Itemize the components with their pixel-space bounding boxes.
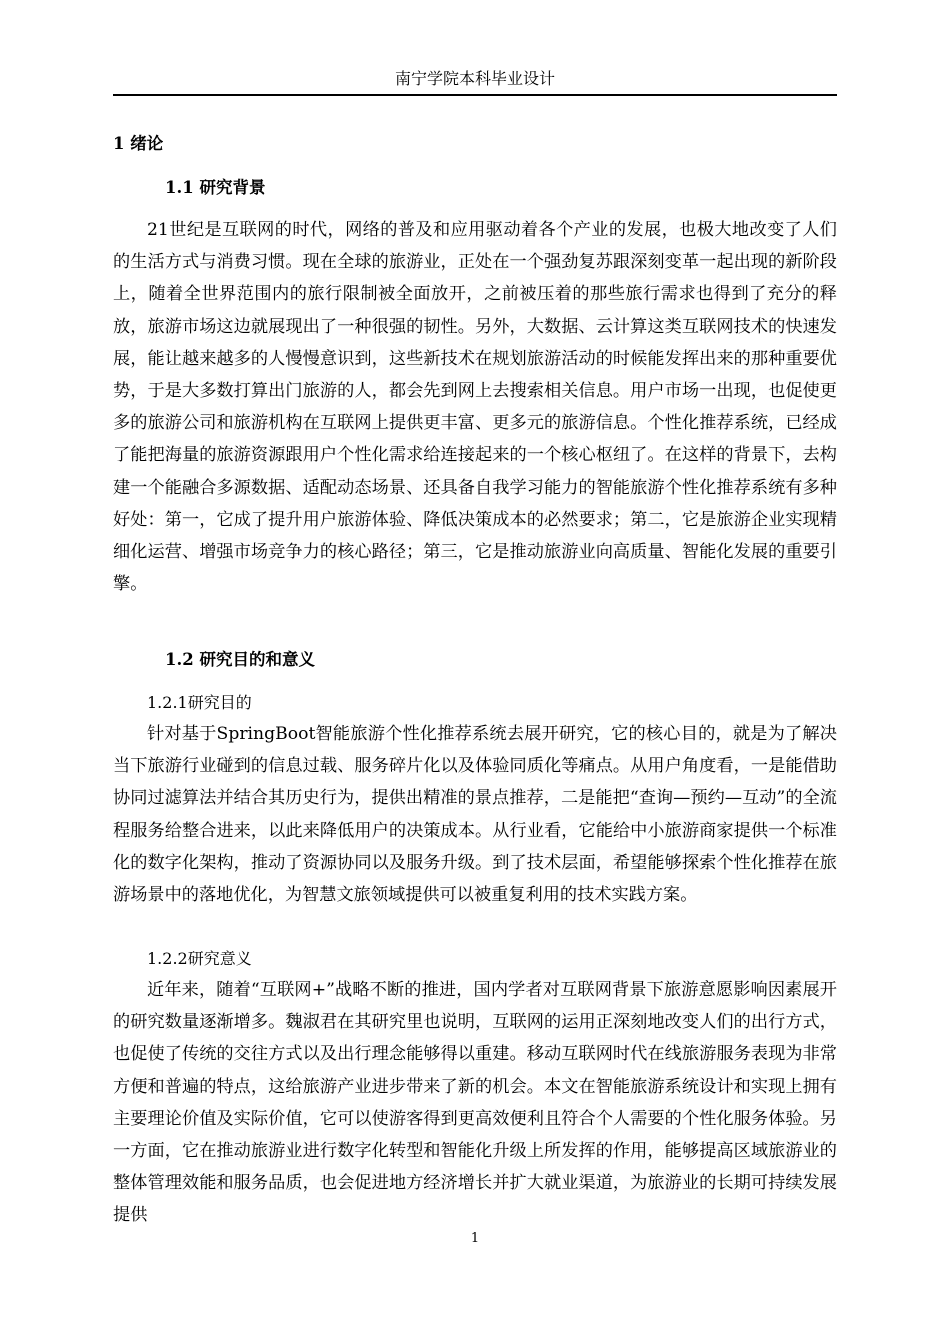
subsection-heading-research-significance: 1.2.2研究意义 [147, 949, 252, 968]
paragraph-research-background: 21世纪是互联网的时代，网络的普及和应用驱动着各个产业的发展，也极大地改变了人们的生活方式与消费习惯。现在全球的旅游业，正处在一个强劲复苏跟深刻变革一起出现的新阶段上，随着全世界范围内的旅行限制被全面放开，之前被压着的那些旅行需求也得到了充分的释放，旅游市场这边就展现出了一种很强的韧性。另外，大数据、云计算这类互联网技术的快速发展，能让越来越多的人慢慢意识到，这些新技术在规划旅游活动的时候能发挥出来的那种重要优势，于是大多数打算出门旅游的人，都会先到网上去搜索相关信息。用户市场一出现，也促使更多的旅游公司和旅游机构在互联网上提供更丰富、更多元的旅游信息。个性化推荐系统，已经成了能把海量的旅游资源跟用户个性化需求给连接起来的一个核心枢纽了。在这样的背景下，去构建一个能融合多源数据、适配动态场景、还具备自我学习能力的智能旅游个性化推荐系统有多种好处：第一，它成了提升用户旅游体验、降低决策成本的必然要求；第二，它是旅游企业实现精细化运营、增强市场竞争力的核心路径；第三，它是推动旅游业向高质量、智能化发展的重要引擎。 [113, 220, 837, 595]
subsection-heading-research-purpose: 1.2.1研究目的 [147, 693, 252, 712]
section-heading-purpose-significance: 1.2 研究目的和意义 [165, 650, 315, 669]
section-heading-research-background: 1.1 研究背景 [165, 178, 266, 197]
paragraph-research-significance: 近年来，随着“互联网+”战略不断的推进，国内学者对互联网背景下旅游意愿影响因素展开的研究数量逐渐增多。魏淑君在其研究里也说明，互联网的运用正深刻地改变人们的出行方式，也促使了传统的交往方式以及出行理念能够得以重建。移动互联网时代在线旅游服务表现为非常方便和普遍的特点，这给旅游产业进步带来了新的机会。本文在智能旅游系统设计和实现上拥有主要理论价值及实际价值，它可以使游客得到更高效便利且符合个人需要的个性化服务体验。另一方面，它在推动旅游业进行数字化转型和智能化升级上所发挥的作用，能够提高区域旅游业的整体管理效能和服务品质，也会促进地方经济增长并扩大就业渠道，为旅游业的长期可持续发展提供 [113, 980, 837, 1226]
page-number: 1 [470, 1231, 480, 1246]
page-header: 南宁学院本科毕业设计 [113, 68, 837, 96]
paragraph-research-purpose: 针对基于SpringBoot智能旅游个性化推荐系统去展开研究，它的核心目的，就是为了解决当下旅游行业碰到的信息过载、服务碎片化以及体验同质化等痛点。从用户角度看，一是能借助协同过滤算法并结合其历史行为，提供出精准的景点推荐，二是能把“查询—预约—互动”的全流程服务给整合进来，以此来降低用户的决策成本。从行业看，它能给中小旅游商家提供一个标准化的数字化架构，推动了资源协同以及服务升级。到了技术层面，希望能够探索个性化推荐在旅游场景中的落地优化，为智慧文旅领域提供可以被重复利用的技术实践方案。 [113, 724, 837, 906]
chapter-heading: 1 绪论 [113, 134, 164, 153]
